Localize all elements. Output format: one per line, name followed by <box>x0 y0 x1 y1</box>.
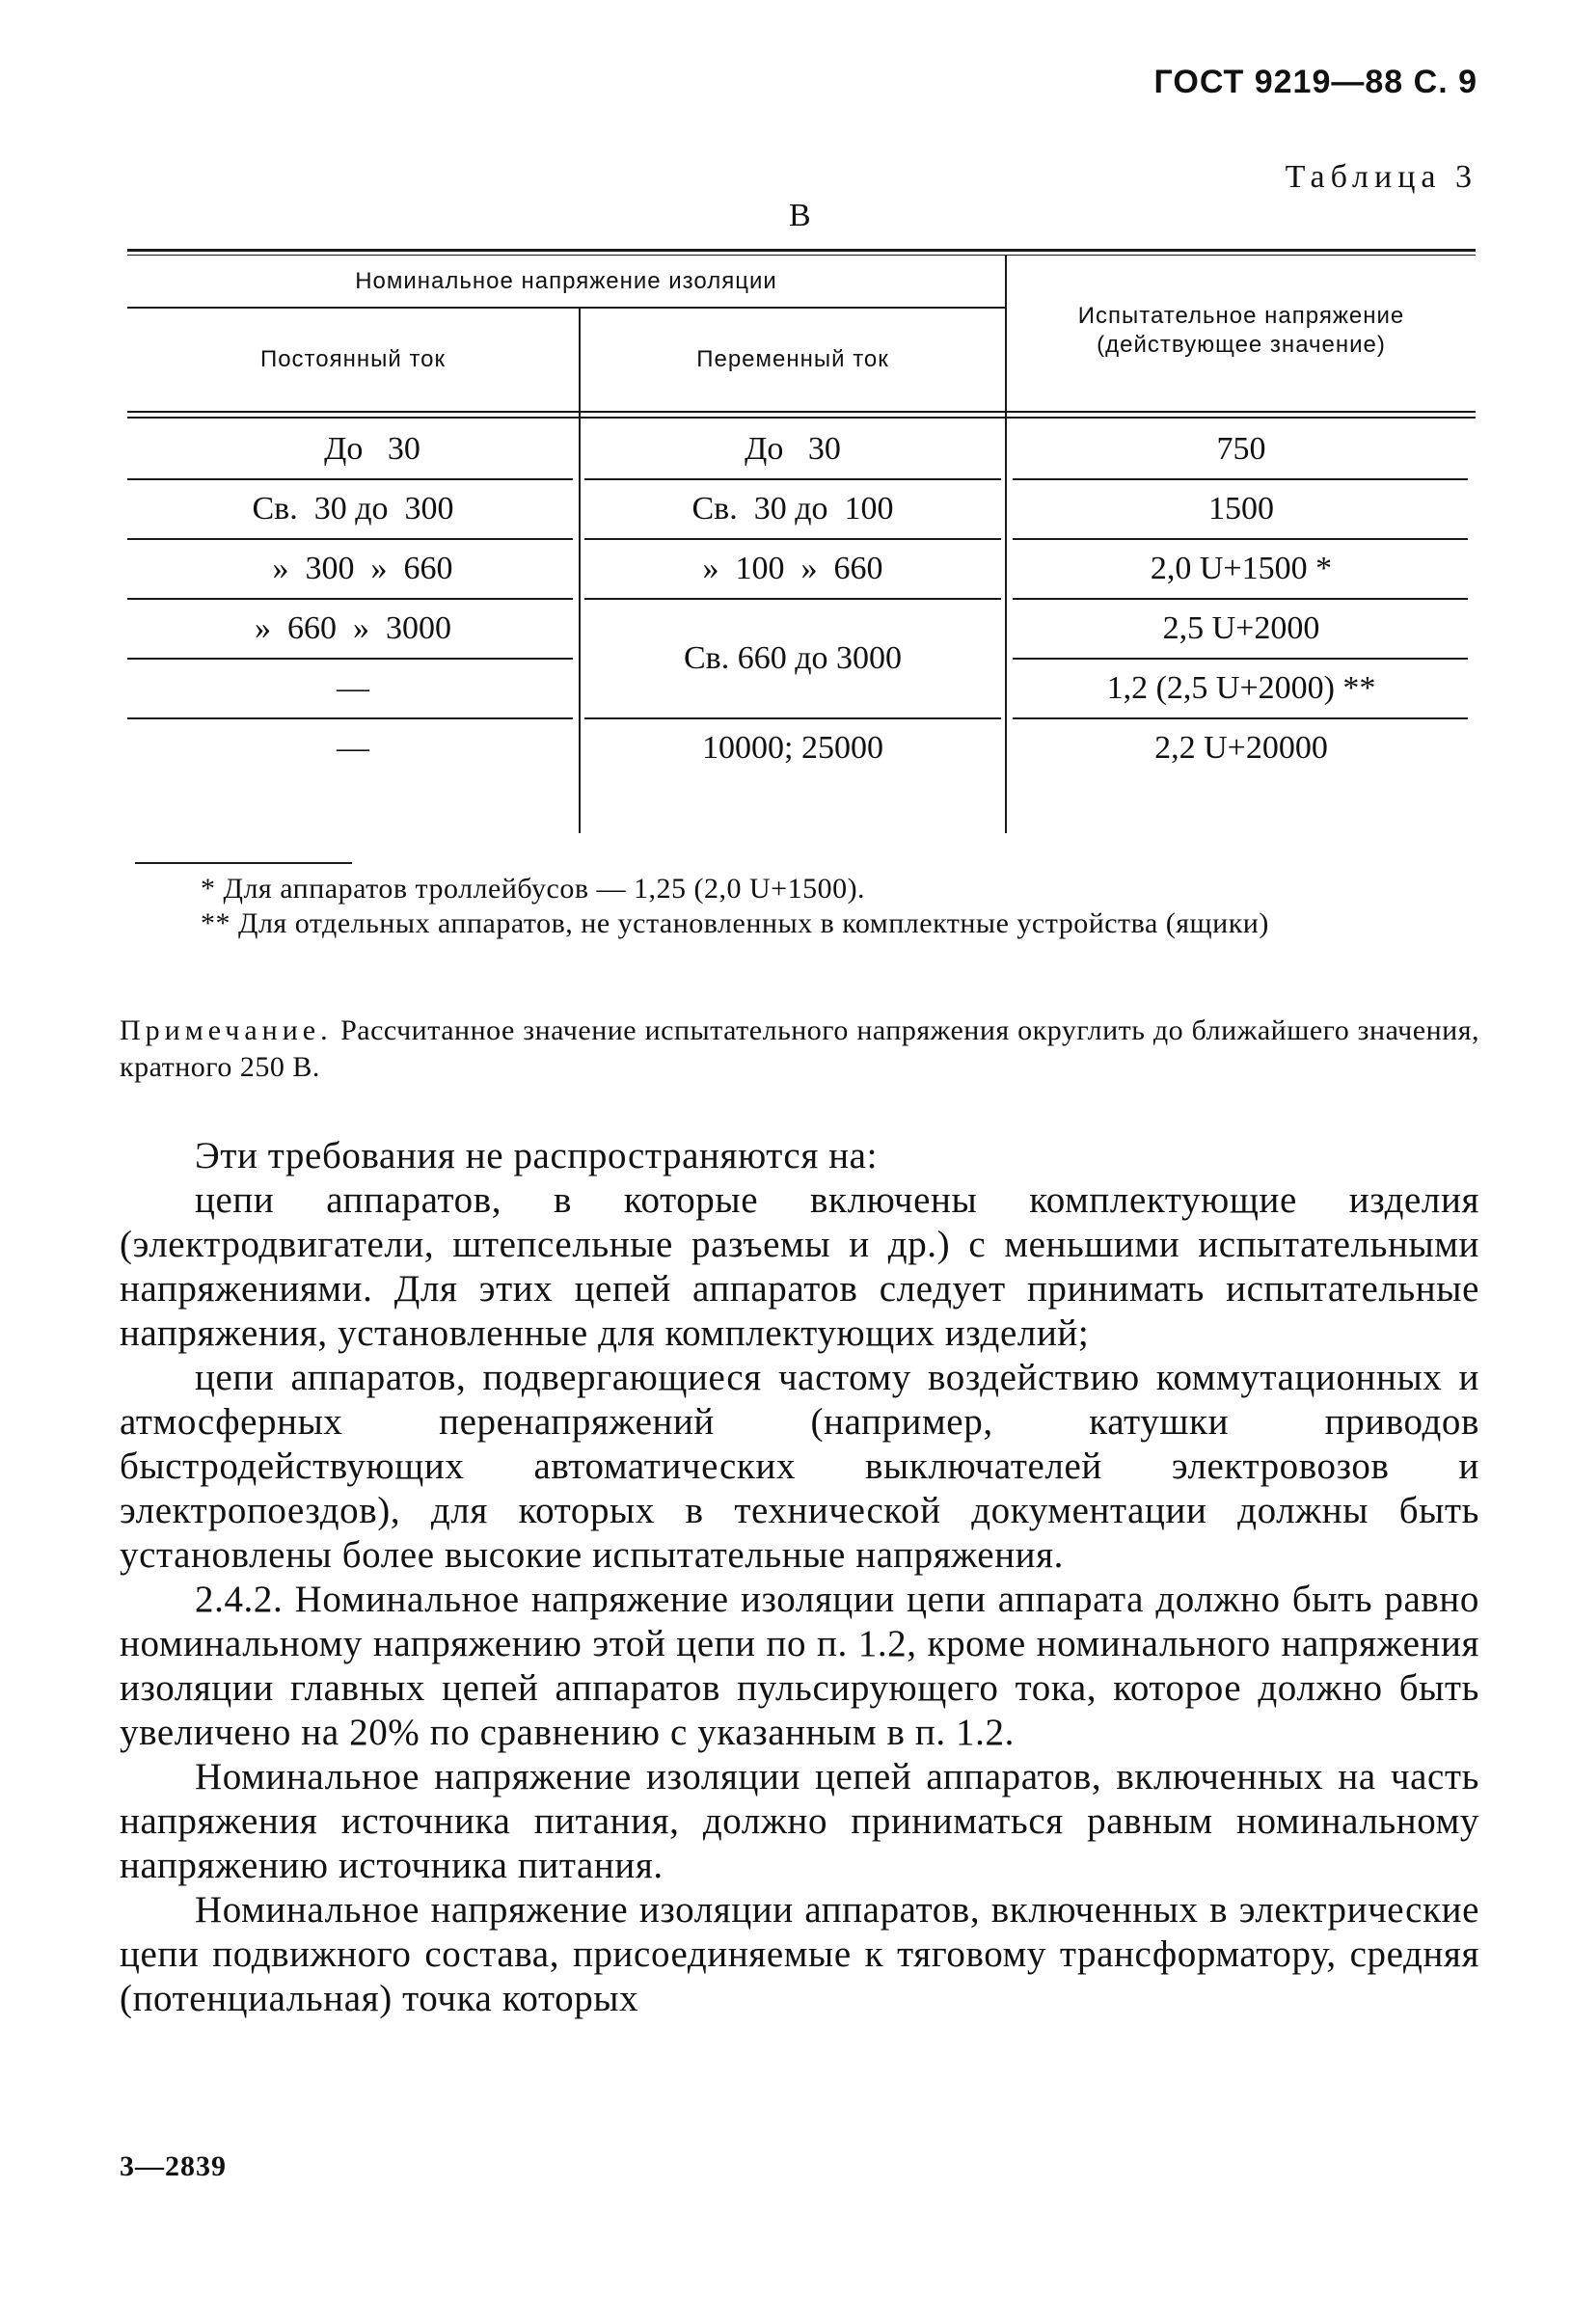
cell-dc-row3: » 300 » 660 <box>272 551 453 586</box>
cell-test-row2: 1500 <box>1208 491 1274 527</box>
footnotes <box>120 862 1479 941</box>
paragraph-4: 2.4.2. Номинальное напряжение изоляции цепи аппарата должно быть равно номинальному напряжению этой цепи по п. 1.2, кроме номинального напряжения изоляции главных цепей аппаратов пульсирующего тока, которое должно быть увеличено на 20% по сравнению с указанным в п. 1.2. <box>120 1579 1479 1753</box>
note-title: Примечание. <box>120 1014 333 1046</box>
table-note <box>120 1013 1479 1086</box>
header-group-cell: Номинальное напряжение изоляции <box>355 268 777 294</box>
cell-dc-row5: — <box>337 670 369 706</box>
page-header: ГОСТ 9219—88 С. 9 <box>1153 64 1477 100</box>
cell-ac-row3: » 100 » 660 <box>702 551 883 586</box>
footnote-2: ** Для отдельных аппаратов, не установленных в комплектные устройства (ящики) <box>201 907 1269 939</box>
cell-dc-row2: Св. 30 до 300 <box>252 491 454 527</box>
paragraph-2: цепи аппаратов, в которые включены комплектующие изделия (электродвигатели, штепсельные разъемы и др.) с меньшими испытательными напряжениями. Для этих цепей аппаратов следует принимать испытательные напряжения, установленные для комплектующих изделий; <box>120 1179 1479 1354</box>
table-caption: Таблица 3 <box>1285 159 1477 195</box>
header-bottom-rule <box>127 411 1476 413</box>
paragraph-5: Номинальное напряжение изоляции цепей аппаратов, включенных на часть напряжения источника питания, должно приниматься равным номинальному напряжению источника питания. <box>120 1756 1479 1886</box>
table-top-rule-thin <box>127 255 1476 256</box>
footnote-1: * Для аппаратов троллейбусов — 1,25 (2,0 U+1500). <box>201 873 866 905</box>
header-bottom-rule-2 <box>127 417 1476 419</box>
note-text: Рассчитанное значение испытательного напряжения округлить до ближайшего значения, кратного 250 В. <box>120 1014 1479 1083</box>
paragraph-6: Номинальное напряжение изоляции аппаратов, включенных в электрические цепи подвижного состава, присоединяемые к тяговому трансформатору, средняя (потенциальная) точка которых <box>120 1889 1479 2019</box>
table-unit: В <box>789 198 811 233</box>
paragraph-3: цепи аппаратов, подвергающиеся частому воздействию коммутационных и атмосферных перенапряжений (например, катушки приводов быстродействующих автоматических выключателей электровозов и электропоездов), для которых в технической документации должны быть установлены более высокие испытательные напряжения. <box>120 1357 1479 1576</box>
cell-ac-row1: До 30 <box>745 431 841 467</box>
body-text <box>120 1134 1479 2021</box>
voltage-table <box>127 249 1476 833</box>
cell-test-row4: 2,5 U+2000 <box>1162 610 1320 646</box>
cell-dc-row6: — <box>337 730 369 766</box>
header-test-cell: Испытательное напряжение (действующее значение) <box>1077 303 1405 358</box>
footnote-rule <box>135 862 352 864</box>
header-dc-cell: Постоянный ток <box>259 346 447 372</box>
cell-dc-row4: » 660 » 3000 <box>255 610 451 646</box>
cell-ac-row4-merged: Св. 660 до 3000 <box>683 640 903 676</box>
cell-ac-row6: 10000; 25000 <box>702 730 883 766</box>
cell-test-row1: 750 <box>1216 431 1266 467</box>
page-footer: 3—2839 <box>120 2150 227 2182</box>
cell-test-row6: 2,2 U+20000 <box>1154 730 1328 766</box>
cell-dc-row1: До 30 <box>324 431 420 467</box>
cell-ac-row2: Св. 30 до 100 <box>691 491 894 527</box>
table-top-rule <box>127 249 1476 252</box>
cell-test-row3: 2,0 U+1500 * <box>1150 551 1333 586</box>
paragraph-1: Эти требования не распространяются на: <box>195 1135 879 1176</box>
header-ac-cell: Переменный ток <box>696 346 889 372</box>
cell-test-row5: 1,2 (2,5 U+2000) ** <box>1106 670 1376 706</box>
